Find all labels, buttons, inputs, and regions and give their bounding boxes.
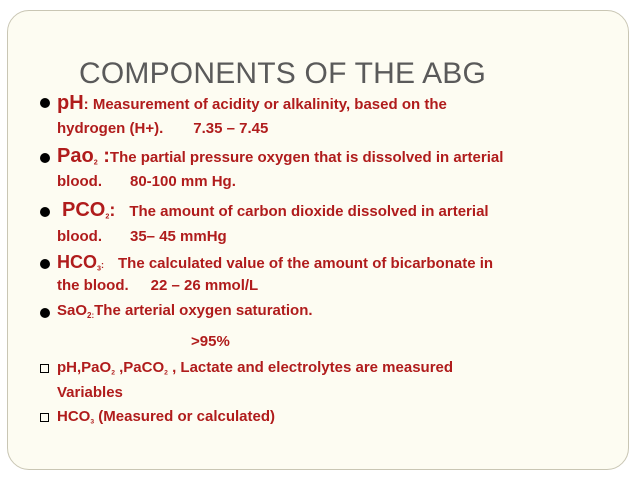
pco2-subscript: 2: [105, 211, 110, 221]
pao2-description: The partial pressure oxygen that is dissolved in arterial: [109, 149, 504, 166]
pco2-line2-text: blood.: [57, 228, 102, 245]
checkbox-bullet-icon: [40, 413, 49, 422]
ph-colon: :: [83, 96, 89, 113]
note-text-1: pH,PaO: [57, 359, 112, 376]
bullet-dot: [40, 259, 50, 269]
slide-title: COMPONENTS OF THE ABG: [79, 57, 487, 90]
hco3-line: [57, 252, 493, 273]
pao2-normal-range: 80-100 mm Hg.: [130, 173, 236, 190]
pao2-colon: :: [97, 145, 110, 167]
bullet-dot: [40, 308, 50, 318]
hco3-colon: :: [101, 260, 104, 270]
ph-line2-text: hydrogen (H+).: [57, 120, 164, 137]
pco2-description: The amount of carbon dioxide dissolved in arterial: [129, 203, 489, 220]
sao2-subscript: 2:: [87, 310, 95, 320]
pao2-term: Pao: [57, 145, 94, 167]
ph-normal-range: 7.35 – 7.45: [193, 120, 269, 137]
note2-text-2: (Measured or calculated): [94, 408, 275, 425]
pao2-subscript: 2: [93, 157, 98, 167]
bullet-dot: [40, 153, 50, 163]
note2-subscript: 3: [90, 418, 95, 426]
pco2-line: [62, 199, 489, 222]
bullet-dot: [40, 207, 50, 217]
checkbox-bullet-icon: [40, 364, 49, 373]
pco2-colon: :: [109, 200, 116, 220]
hco3-normal-range: 22 – 26 mmol/L: [150, 277, 259, 294]
sao2-line: [57, 302, 313, 320]
pco2-normal-range: 35– 45 mmHg: [130, 228, 227, 245]
ph-line: [57, 92, 447, 115]
note-hco3-line: [57, 408, 275, 425]
pao2-line2-text: blood.: [57, 173, 102, 190]
ph-line2: [57, 120, 268, 137]
hco3-term: HCO: [57, 252, 97, 272]
note2-text-1: HCO: [57, 408, 91, 425]
note-text-2: ,PaCO: [114, 359, 165, 376]
pco2-term: PCO: [62, 199, 106, 221]
ph-term: pH: [57, 92, 84, 114]
note-subscript-1: 2: [111, 369, 115, 377]
pao2-line2: [57, 173, 236, 190]
note-variables: Variables: [57, 384, 123, 401]
ph-description: Measurement of acidity or alkalinity, based on the: [88, 96, 447, 113]
note-subscript-2: 2: [164, 369, 168, 377]
hco3-line2: [57, 277, 258, 294]
note-measured-line: [57, 359, 453, 376]
sao2-normal-range: >95%: [191, 333, 230, 350]
pco2-line2: [57, 228, 227, 245]
pao2-line: [57, 145, 503, 168]
hco3-line2-text: the blood.: [57, 277, 129, 294]
bullet-dot: [40, 98, 50, 108]
hco3-description: The calculated value of the amount of bicarbonate in: [118, 255, 494, 272]
note-text-3: , Lactate and electrolytes are measured: [167, 359, 454, 376]
sao2-description: The arterial oxygen saturation.: [94, 302, 313, 319]
sao2-term: SaO: [57, 302, 88, 319]
hco3-subscript: 3: [97, 263, 101, 273]
